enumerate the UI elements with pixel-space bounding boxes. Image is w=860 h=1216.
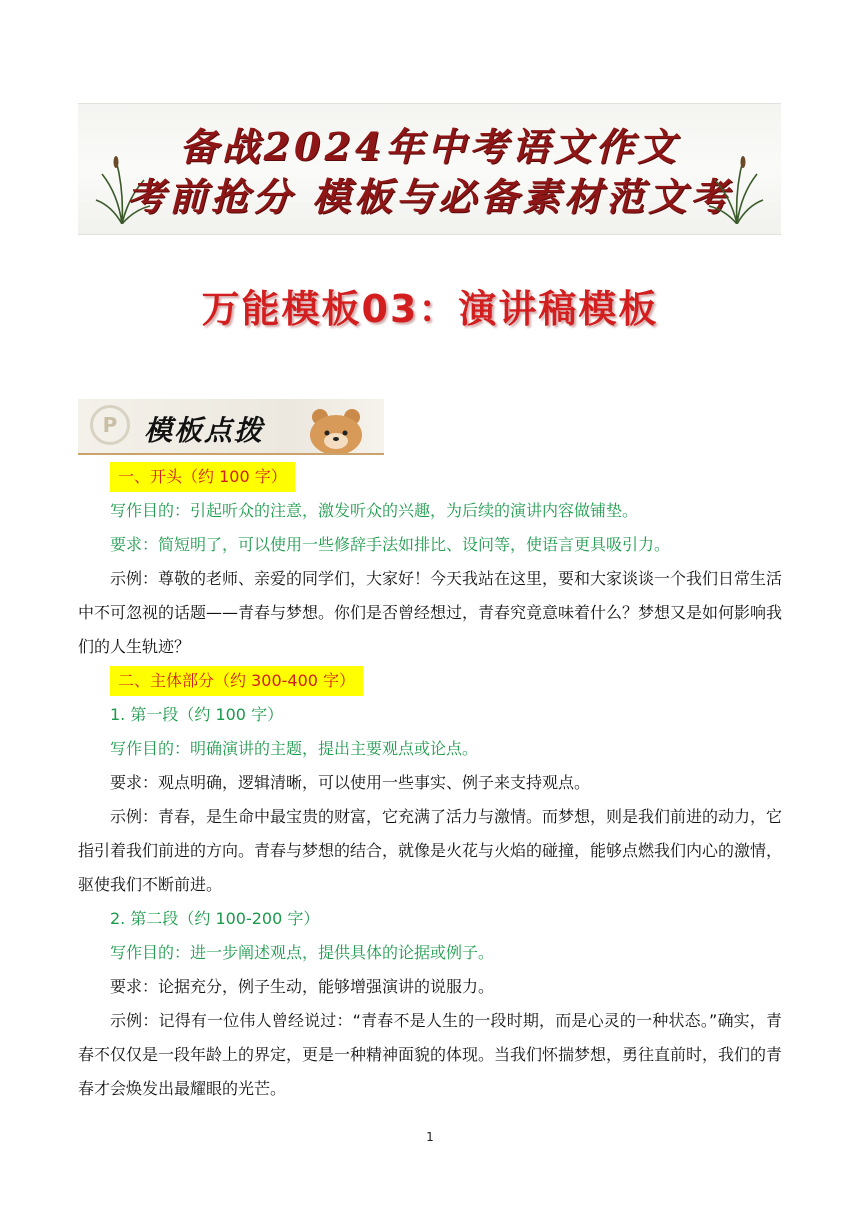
paragraph2-purpose: 写作目的：进一步阐述观点，提供具体的论据或例子。: [110, 943, 495, 962]
page-number: 1: [426, 1130, 434, 1144]
banner-title-line1: 备战2024年中考语文作文: [179, 124, 680, 169]
paragraph2-example: 示例：记得有一位伟人曾经说过：“青春不是人生的一段时期，而是心灵的一种状态。”确实，青春不仅仅是一段年龄上的界定，更是一种精神面貌的体现。当我们怀揣梦想，勇往直前时，我们的青春才会焕发出最耀眼的光芒。: [78, 1011, 783, 1098]
main-content: [78, 460, 782, 1106]
opening-example: 示例：尊敬的老师、亲爱的同学们，大家好！今天我站在这里，要和大家谈谈一个我们日常生活中不可忽视的话题——青春与梦想。你们是否曾经想过，青春究竟意味着什么？梦想又是如何影响我们的人生轨迹？: [78, 569, 783, 656]
paragraph1-example: 示例：青春，是生命中最宝贵的财富，它充满了活力与激情。而梦想，则是我们前进的动力，它指引着我们前进的方向。青春与梦想的结合，就像是火花与火焰的碰撞，能够点燃我们内心的激情，驱使我们不断前进。: [78, 807, 783, 894]
tip-banner: [78, 399, 384, 455]
paragraph2-heading: 2. 第二段（约 100-200 字）: [110, 909, 320, 928]
bear-icon: [296, 403, 376, 453]
section-heading-opening: 一、开头（约 100 字）: [110, 462, 295, 492]
paragraph2-requirement: 要求：论据充分，例子生动，能够增强演讲的说服力。: [110, 977, 495, 996]
grass-icon: [707, 154, 767, 224]
page-title: 万能模板03：演讲稿模板: [201, 287, 659, 331]
tip-circle-badge: P: [90, 405, 130, 445]
opening-purpose: 写作目的：引起听众的注意，激发听众的兴趣，为后续的演讲内容做铺垫。: [110, 501, 639, 520]
header-banner: [78, 103, 781, 235]
banner-title-line2: 考前抢分 模板与必备素材范文考: [126, 174, 733, 219]
paragraph1-requirement: 要求：观点明确，逻辑清晰，可以使用一些事实、例子来支持观点。: [110, 773, 591, 792]
section-heading-body: 二、主体部分（约 300-400 字）: [110, 666, 363, 696]
opening-requirement: 要求：简短明了，可以使用一些修辞手法如排比、设问等，使语言更具吸引力。: [110, 535, 671, 554]
tip-label: 模板点拨: [144, 414, 265, 447]
paragraph1-purpose: 写作目的：明确演讲的主题，提出主要观点或论点。: [110, 739, 479, 758]
paragraph1-heading: 1. 第一段（约 100 字）: [110, 705, 284, 724]
